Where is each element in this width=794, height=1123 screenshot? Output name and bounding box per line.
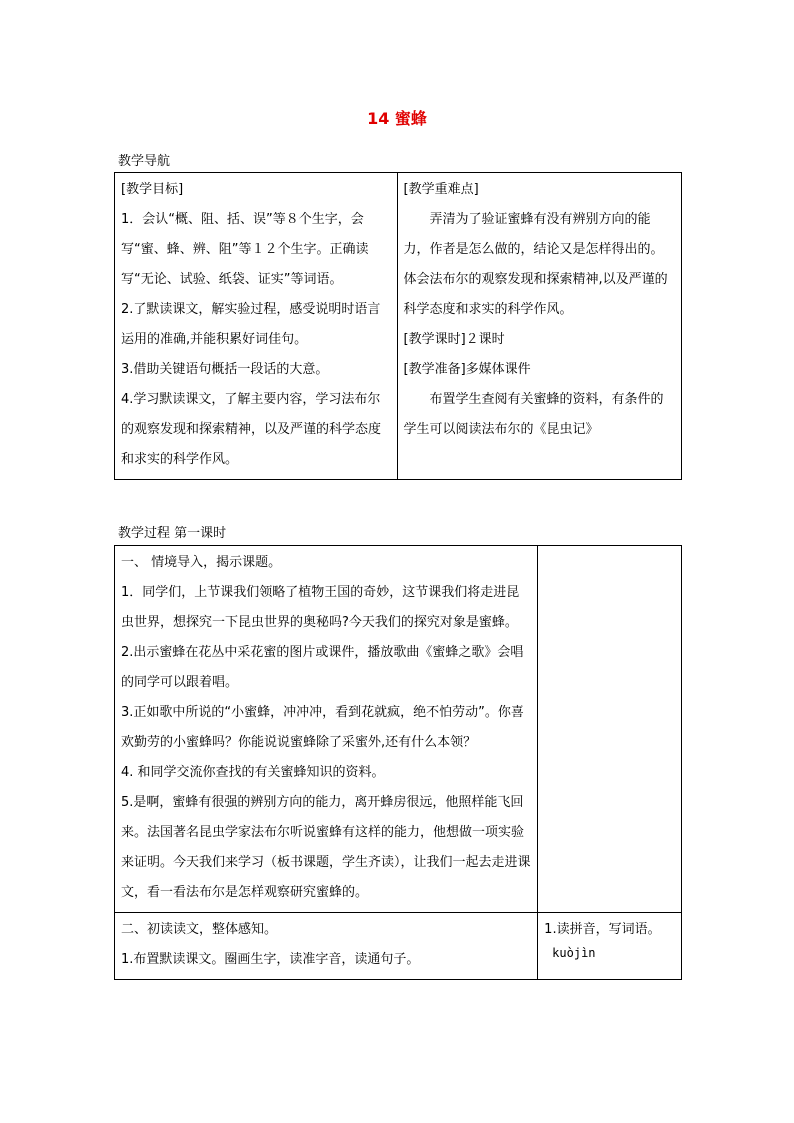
class-hours: [教学课时]２课时 — [403, 332, 505, 347]
section1-item: 2.出示蜜蜂在花丛中采花蜜的图片或课件，播放歌曲《蜜蜂之歌》会唱的同学可以跟着唱。 — [121, 645, 524, 690]
nav-label: 教学导航 — [118, 154, 171, 169]
pinyin-prompt: kuòjìn — [552, 946, 596, 960]
section1-item: 3.正如歌中所说的“小蜜蜂，冲冲冲，看到花就疯，绝不怕劳动”。你喜欢勤劳的小蜜蜂吗？你能说说蜜蜂除了采蜜外,还有什么本领？ — [121, 705, 524, 750]
section1-side-cell — [538, 546, 682, 913]
objective-item: 1．会认“概、阻、括、误”等８个生字，会写“蜜、蜂、辨、阻”等１２个生字。正确读写“无论、试验、纸袋、证实”等词语。 — [121, 212, 369, 287]
process-label: 教学过程 第一课时 — [118, 526, 227, 541]
objectives-cell — [115, 173, 398, 480]
section2-heading: 二、初读读文，整体感知。 — [121, 922, 278, 937]
process-table — [114, 545, 682, 980]
preparation-body: 布置学生查阅有关蜜蜂的资料，有条件的学生可以阅读法布尔的《昆虫记》 — [403, 392, 664, 437]
key-points-header: [教学重难点] — [403, 182, 479, 197]
section2-cell — [115, 913, 538, 980]
section1-item: 5.是啊，蜜蜂有很强的辨别方向的能力，离开蜂房很远，他照样能飞回来。法国著名昆虫学家法布尔听说蜜蜂有这样的能力，他想做一项实验来证明。今天我们来学习（板书课题，学生齐读），让我们一起去走进课文，看一看法布尔是怎样观察研究蜜蜂的。 — [121, 795, 531, 900]
key-points-cell — [397, 173, 682, 480]
objective-item: 4.学习默读课文，了解主要内容，学习法布尔的观察发现和探索精神，以及严谨的科学态度和求实的科学作风。 — [121, 392, 382, 467]
section1-heading: 一、 情境导入，揭示课题。 — [121, 555, 282, 570]
objective-item: 2.了默读课文，解实验过程，感受说明时语言运用的准确,并能积累好词佳句。 — [121, 302, 381, 347]
preparation: [教学准备]多媒体课件 — [403, 362, 531, 377]
objectives-header: [教学目标] — [121, 182, 184, 197]
key-points-body: 弄清为了验证蜜蜂有没有辨别方向的能力，作者是怎么做的，结论又是怎样得出的。体会法布尔的观察发现和探索精神,以及严谨的科学态度和求实的科学作风。 — [403, 212, 668, 317]
section2-side-heading: 1.读拼音，写词语。 — [544, 922, 661, 937]
section2-side-cell — [538, 913, 682, 980]
objective-item: 3.借助关键语句概括一段话的大意。 — [121, 362, 329, 377]
section2-item: 1.布置默读课文。圈画生字，读准字音，读通句子。 — [121, 952, 420, 967]
overview-table — [114, 172, 682, 480]
section1-item: 4. 和同学交流你查找的有关蜜蜂知识的资料。 — [121, 765, 385, 780]
page-title: 14 蜜蜂 — [367, 109, 427, 128]
section1-cell — [115, 546, 538, 913]
section1-item: 1．同学们，上节课我们领略了植物王国的奇妙，这节课我们将走进昆虫世界，想探究一下昆虫世界的奥秘吗?今天我们的探究对象是蜜蜂。 — [121, 585, 520, 630]
